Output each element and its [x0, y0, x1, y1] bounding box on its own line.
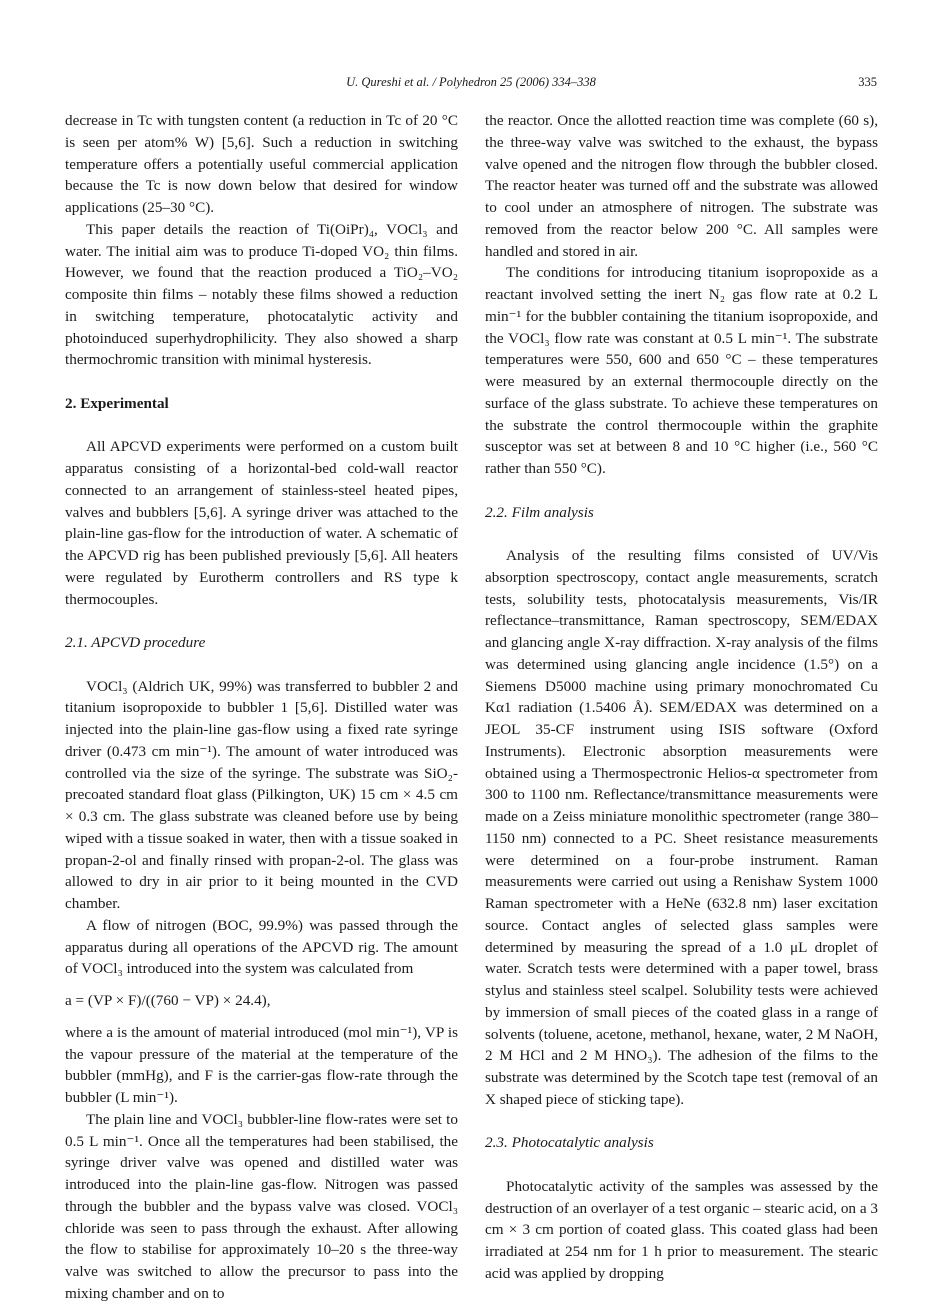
paragraph: Photocatalytic activity of the samples was assessed by the destruction of an overlayer of a test organic – stearic acid, on a 3 cm × 3 cm portion of coated glass. This coated glass had been irradiated at 254 nm for 1 h prior to measurement. The stearic acid was applied by dropping: [485, 1177, 878, 1282]
subsection-heading: 2.2. Film analysis: [485, 503, 594, 521]
left-column: [65, 110, 458, 1305]
paragraph: the reactor. Once the allotted reaction time was complete (60 s), the three-way valve was switched to the exhaust, the bypass valve opened and the nitrogen flow through the bubbler closed. The reactor heater was turned off and the substrate was allowed to cool under an atmosphere of nitrogen. The substrate was removed from the reactor below 200 °C. All samples were handled and stored in air.: [485, 112, 878, 260]
right-column: [485, 110, 878, 1285]
paragraph: where a is the amount of material introduced (mol min⁻¹), VP is the vapour pressure of the material at the temperature of the bubbler (mmHg), and F is the carrier-gas flow-rate through the bubbler (L min⁻¹).: [65, 1023, 458, 1106]
section-heading: 2. Experimental: [65, 394, 169, 412]
running-title: U. Qureshi et al. / Polyhedron 25 (2006) 334–338: [346, 75, 596, 89]
paragraph: A flow of nitrogen (BOC, 99.9%) was passed through the apparatus during all operations of the APCVD rig. The amount of VOCl₃ introduced into the system was calculated from: [65, 916, 458, 978]
paragraph: This paper details the reaction of Ti(OiPr)₄, VOCl₃ and water. The initial aim was to produce Ti-doped VO₂ thin films. However, we found that the reaction produced a TiO₂–VO₂ composite thin films – notably these films showed a reduction in switching temperature, photocatalytic activity and photoinduced superhydrophilicity. They also showed a sharp thermochromic transition with minimal hysteresis.: [65, 220, 458, 369]
paragraph: All APCVD experiments were performed on a custom built apparatus consisting of a horizontal-bed cold-wall reactor connected to an arrangement of stainless-steel heated pipes, valves and bubblers [5,6]. A syringe driver was attached to the plain-line gas-flow for the introduction of water. A schematic of the APCVD rig has been published previously [5,6]. All heaters were regulated by Eurotherm controllers and RS type k thermocouples.: [65, 438, 458, 608]
page-header: [65, 72, 877, 92]
paragraph: The conditions for introducing titanium isopropoxide as a reactant involved setting the inert N₂ gas flow rate at 0.2 L min⁻¹ for the bubbler containing the titanium isopropoxide, and the VOCl₃ flow rate was constant at 0.5 L min⁻¹. The substrate temperatures were 550, 600 and 650 °C – these temperatures were measured by an external thermocouple directly on the surface of the glass substrate. To achieve these temperatures on the substrate the control thermocouple within the graphite susceptor was set at between 8 and 10 °C higher (i.e., 560 °C rather than 550 °C).: [485, 264, 878, 477]
paragraph: The plain line and VOCl₃ bubbler-line flow-rates were set to 0.5 L min⁻¹. Once all the temperatures had been stabilised, the syringe driver valve was opened and distilled water was introduced into the plain-line gas-flow. Nitrogen was passed through the bubbler and the bypass valve was closed. VOCl₃ chloride was seen to pass through the exhaust. After allowing the flow to stabilise for approximately 10–20 s the three-way valve was switched to allow the precursor to pass into the mixing chamber and on to: [65, 1110, 458, 1302]
paragraph: Analysis of the resulting films consisted of UV/Vis absorption spectroscopy, contact angle measurements, scratch tests, solubility tests, photocatalysis measurements, Vis/IR reflectance–transmittance, Raman spectroscopy, SEM/EDAX and glancing angle X-ray diffraction. X-ray analysis of the films was determined using glancing angle incidence (1.5°) on a Siemens D5000 machine using primary monochromated Cu Kα1 radiation (1.5406 Å). SEM/EDAX was determined on a JEOL 35-CF instrument using ISIS software (Oxford Instruments). Electronic absorption measurements were obtained using a Thermospectronic Helios-α spectrometer from 300 to 1100 nm. Reflectance/transmittance measurements were made on a Zeiss miniature monolithic spectrometer (range 380–1150 nm) connected to a PC. Sheet resistance measurements were determined on a four-probe instrument. Raman measurements were carried out using a Renishaw System 1000 Raman spectrometer with a HeNe (632.8 nm) laser excitation source. Contact angles of selected glass samples were determined by measuring the spread of a 1.0 μL droplet of water. Scratch tests were determined with a paper towel, brass stylus and stainless steel scalpel. Solubility tests were achieved by immersion of small pieces of the coated glass in a range of solvents (toluene, acetone, methanol, hexane, water, 2 M NaOH, 2 M HCl and 2 M HNO₃). The adhesion of the films to the substrate was determined by the Scotch tape test (removal of an X shaped piece of sticking tape).: [485, 547, 878, 1108]
page-number: 335: [858, 75, 877, 89]
equation: a = (VP × F)/((760 − VP) × 24.4),: [65, 992, 271, 1009]
subsection-heading: 2.1. APCVD procedure: [65, 634, 206, 651]
paragraph: VOCl₃ (Aldrich UK, 99%) was transferred to bubbler 2 and titanium isopropoxide to bubbler 1 [5,6]. Distilled water was injected into the plain-line gas-flow using a fixed rate syringe driver (0.473 cm min⁻¹). The amount of water introduced was controlled via the size of the syringe. The substrate was SiO₂-precoated standard float glass (Pilkington, UK) 15 cm × 4.5 cm × 0.3 cm. The glass substrate was cleaned before use by being wiped with a tissue soaked in water, then with a tissue soaked in propan-2-ol and finally rinsed with propan-2-ol. The glass was allowed to dry in air prior to it being mounted in the CVD chamber.: [65, 677, 458, 912]
subsection-heading: 2.3. Photocatalytic analysis: [485, 1134, 654, 1152]
paragraph: decrease in Tc with tungsten content (a reduction in Tc of 20 °C is seen per atom% W) [5,6]. Such a reduction in switching temperature offers a potentially useful commercial application because the Tc is now down below that desired for window applications (25–30 °C).: [65, 112, 458, 216]
